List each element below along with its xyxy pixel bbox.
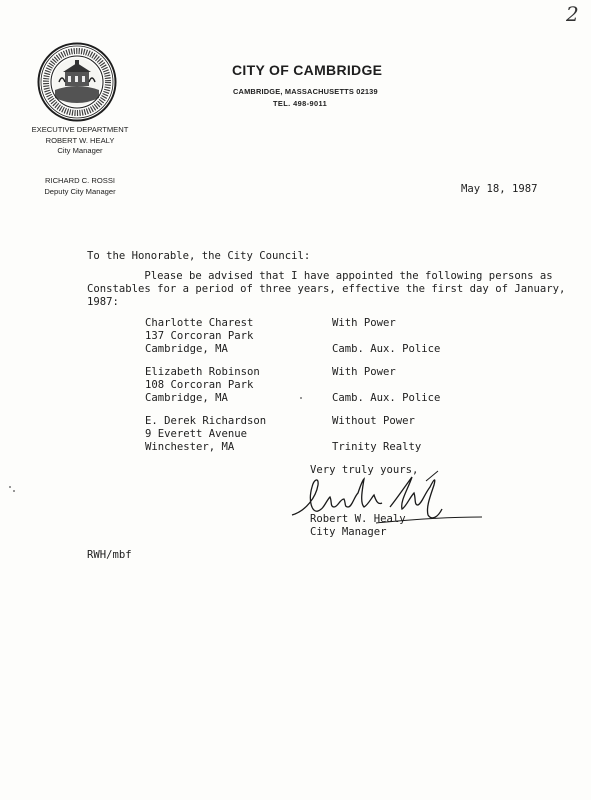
appointee-organization: Camb. Aux. Police xyxy=(332,343,441,355)
appointee-name: E. Derek Richardson xyxy=(145,415,267,427)
appointee-entry xyxy=(145,317,445,366)
appointee-city: Winchester, MA xyxy=(145,441,235,453)
deputy-block xyxy=(30,176,130,197)
letter-date: May 18, 1987 xyxy=(461,183,538,195)
deputy-name: RICHARD C. ROSSI xyxy=(44,176,116,185)
page-number-mark: 2 xyxy=(566,2,579,26)
city-address: CAMBRIDGE, MASSACHUSETTS 02139 xyxy=(233,87,378,96)
appointee-organization: Trinity Realty xyxy=(332,441,422,453)
appointee-street: 9 Everett Avenue xyxy=(145,428,248,440)
body-paragraph xyxy=(87,270,565,309)
scan-speck xyxy=(9,486,11,488)
city-seal-icon xyxy=(37,42,117,122)
appointee-city: Cambridge, MA xyxy=(145,392,228,404)
city-manager-title: City Manager xyxy=(57,146,103,155)
body-line: Constables for a period of three years, effective the first day of January, xyxy=(87,283,566,295)
typist-initials: RWH/mbf xyxy=(87,549,132,561)
scan-speck xyxy=(13,490,15,492)
appointee-power: With Power xyxy=(332,366,396,378)
appointee-name: Charlotte Charest xyxy=(145,317,254,329)
body-line: 1987: xyxy=(87,296,119,308)
executive-department-block xyxy=(30,125,130,157)
appointee-city: Cambridge, MA xyxy=(145,343,228,355)
appointee-name: Elizabeth Robinson xyxy=(145,366,260,378)
appointee-street: 137 Corcoran Park xyxy=(145,330,254,342)
city-manager-name: ROBERT W. HEALY xyxy=(45,135,115,145)
scan-speck xyxy=(300,397,302,399)
appointee-street: 108 Corcoran Park xyxy=(145,379,254,391)
signer-name: Robert W. Healy xyxy=(310,513,406,525)
deputy-title: Deputy City Manager xyxy=(44,186,116,196)
appointee-power: Without Power xyxy=(332,415,415,427)
appointee-entry xyxy=(145,415,445,464)
appointee-entry xyxy=(145,366,445,415)
closing: Very truly yours, xyxy=(310,464,419,476)
city-title: CITY OF CAMBRIDGE xyxy=(232,62,383,78)
appointee-list xyxy=(145,317,445,464)
department-name: EXECUTIVE DEPARTMENT xyxy=(31,125,129,134)
salutation: To the Honorable, the City Council: xyxy=(87,250,311,262)
city-telephone: TEL. 498-9011 xyxy=(273,99,328,108)
appointee-power: With Power xyxy=(332,317,396,329)
body-line: Please be advised that I have appointed the following persons as xyxy=(87,270,553,282)
appointee-organization: Camb. Aux. Police xyxy=(332,392,441,404)
signer-title: City Manager xyxy=(310,526,387,538)
